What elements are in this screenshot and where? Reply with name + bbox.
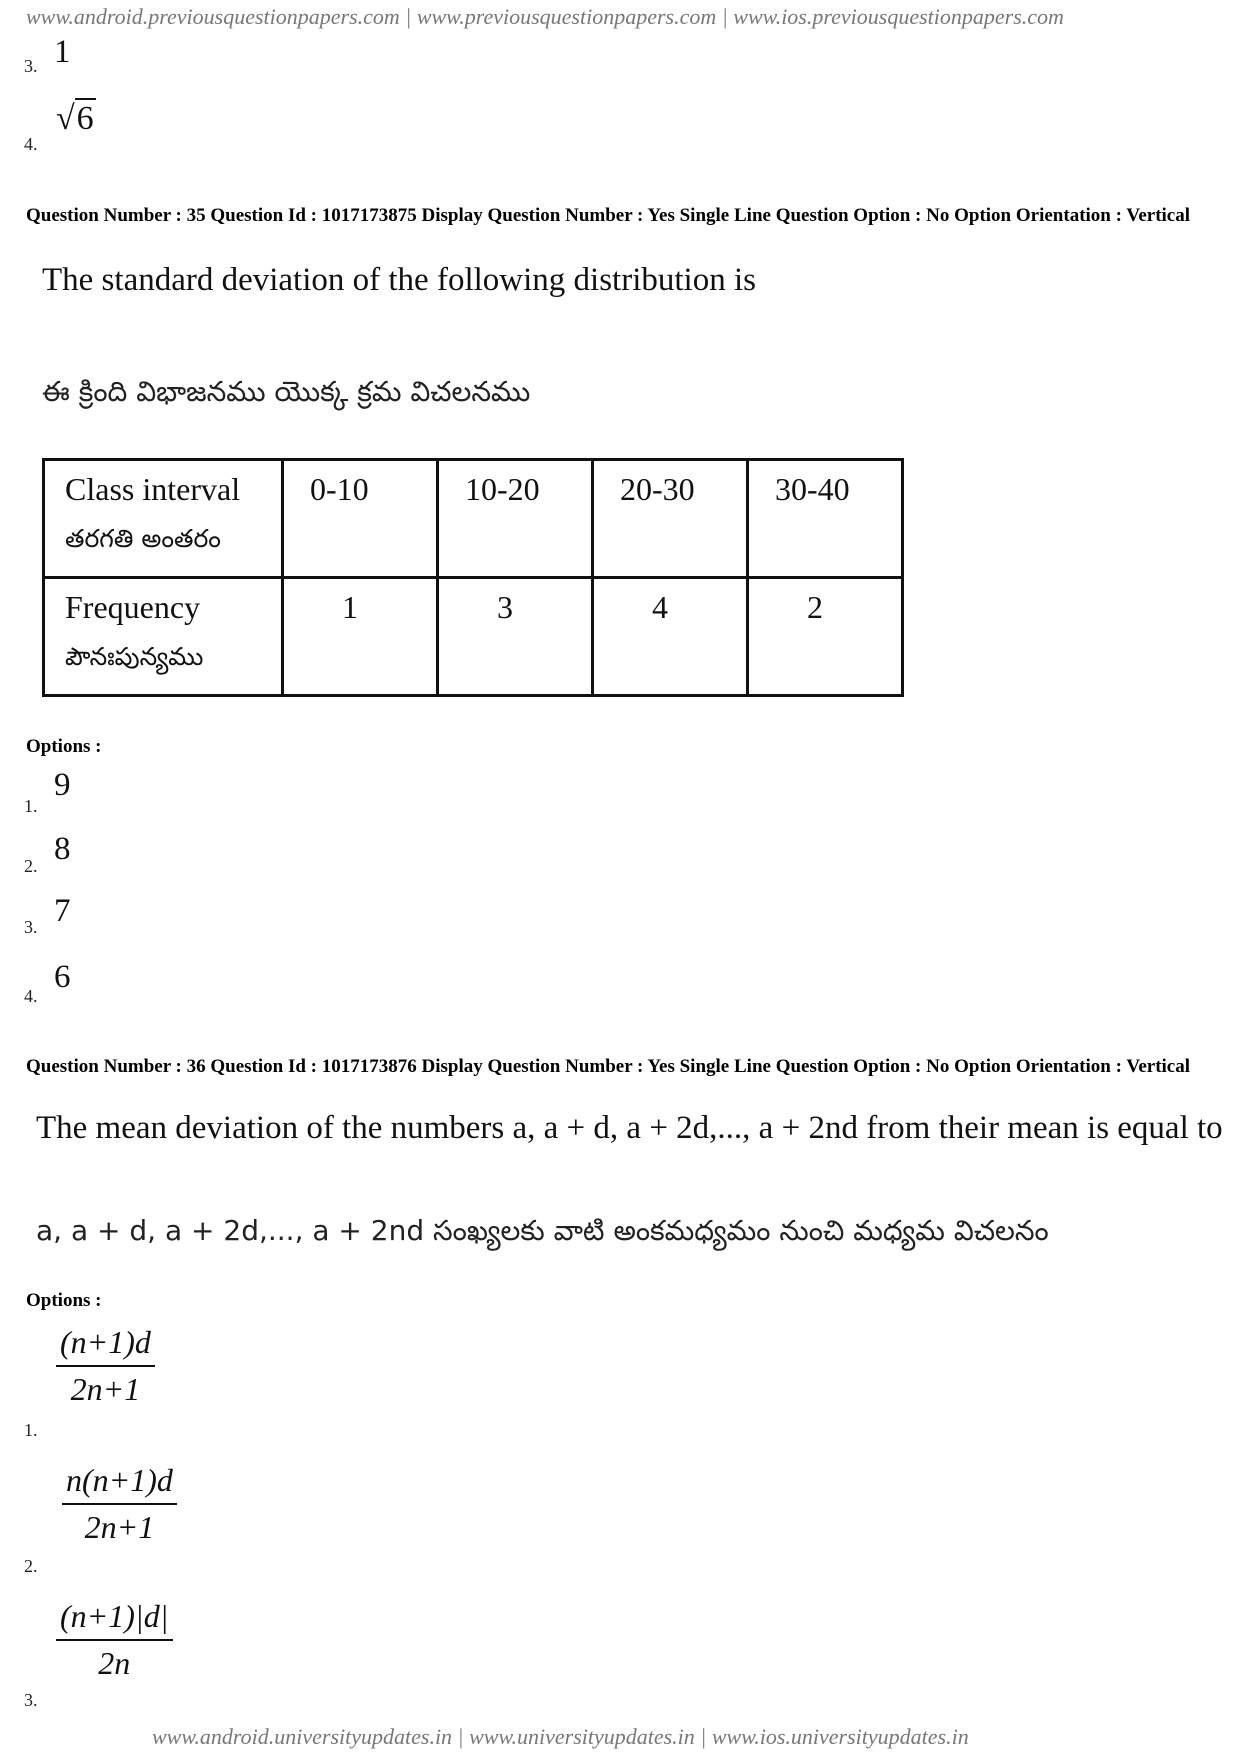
option-number: 3. — [24, 917, 38, 937]
option-number: 2. — [24, 1556, 38, 1576]
table-row — [44, 578, 903, 696]
option-number: 4. — [24, 986, 38, 1006]
option-value: 8 — [54, 831, 71, 867]
fraction-numerator: (n+1)|d| — [56, 1598, 173, 1641]
class-interval-header — [44, 460, 283, 578]
question-35-text-en: The standard deviation of the following distribution is — [42, 262, 756, 298]
frequency-cell: 2 — [748, 578, 903, 696]
fraction-denominator: 2n — [98, 1645, 131, 1681]
sqrt-radicand: 6 — [76, 100, 94, 137]
fraction-denominator: 2n+1 — [84, 1509, 155, 1545]
options-label: Options : — [26, 736, 102, 757]
frequency-label-te: పౌనఃపున్యము — [65, 642, 204, 671]
question-35-meta: Question Number : 35 Question Id : 1017173875 Display Question Number : Yes Single Line Question Option : No Option Orientation : Vertical — [26, 205, 1191, 226]
option-number: 2. — [24, 856, 38, 876]
frequency-header — [44, 578, 283, 696]
option-number: 4. — [24, 134, 38, 154]
question-35-text-te: ఈ క్రింది విభాజనము యొక్క క్రమ విచలనము — [42, 375, 531, 408]
frequency-cell: 3 — [438, 578, 593, 696]
option-value: 1 — [54, 34, 71, 70]
option-value: 9 — [54, 767, 71, 803]
question-36-text-te: a, a + d, a + 2d,..., a + 2nd సంఖ్యలకు వాటి అంకమధ్యమం నుంచి మధ్యమ విచలనం — [36, 1214, 1049, 1247]
fraction-denominator: 2n+1 — [70, 1371, 141, 1407]
interval-cell: 10-20 — [438, 460, 593, 578]
distribution-table — [42, 458, 904, 697]
question-36-meta: Question Number : 36 Question Id : 1017173876 Display Question Number : Yes Single Line Question Option : No Option Orientation : Vertical — [26, 1056, 1191, 1077]
option-number: 1. — [24, 796, 38, 816]
option-number: 3. — [24, 1690, 38, 1710]
options-label: Options : — [26, 1290, 102, 1311]
interval-cell: 30-40 — [748, 460, 903, 578]
fraction-numerator: (n+1)d — [56, 1324, 155, 1367]
class-interval-label-en: Class interval — [65, 471, 241, 507]
table-row — [44, 460, 903, 578]
interval-cell: 0-10 — [283, 460, 438, 578]
fraction-option — [56, 1598, 173, 1682]
interval-cell: 20-30 — [593, 460, 748, 578]
option-number: 1. — [24, 1420, 38, 1440]
question-36-text-en: The mean deviation of the numbers a, a + d, a + 2d,..., a + 2nd from their mean is equal to — [36, 1110, 1223, 1146]
fraction-numerator: n(n+1)d — [62, 1462, 177, 1505]
option-value: 7 — [54, 893, 71, 929]
frequency-label-en: Frequency — [65, 589, 201, 625]
option-value: 6 — [54, 959, 71, 995]
option-number: 3. — [24, 56, 38, 76]
footer-watermark: www.android.universityupdates.in | www.universityupdates.in | www.ios.universityupdates.in — [152, 1724, 969, 1749]
fraction-option — [56, 1324, 155, 1408]
frequency-cell: 4 — [593, 578, 748, 696]
frequency-cell: 1 — [283, 578, 438, 696]
header-watermark: www.android.previousquestionpapers.com | www.previousquestionpapers.com | www.ios.previousquestionpapers.com — [26, 4, 1064, 29]
fraction-option — [62, 1462, 177, 1546]
class-interval-label-te: తరగతి అంతరం — [65, 524, 221, 553]
sqrt-option-value: √6 — [56, 100, 94, 137]
